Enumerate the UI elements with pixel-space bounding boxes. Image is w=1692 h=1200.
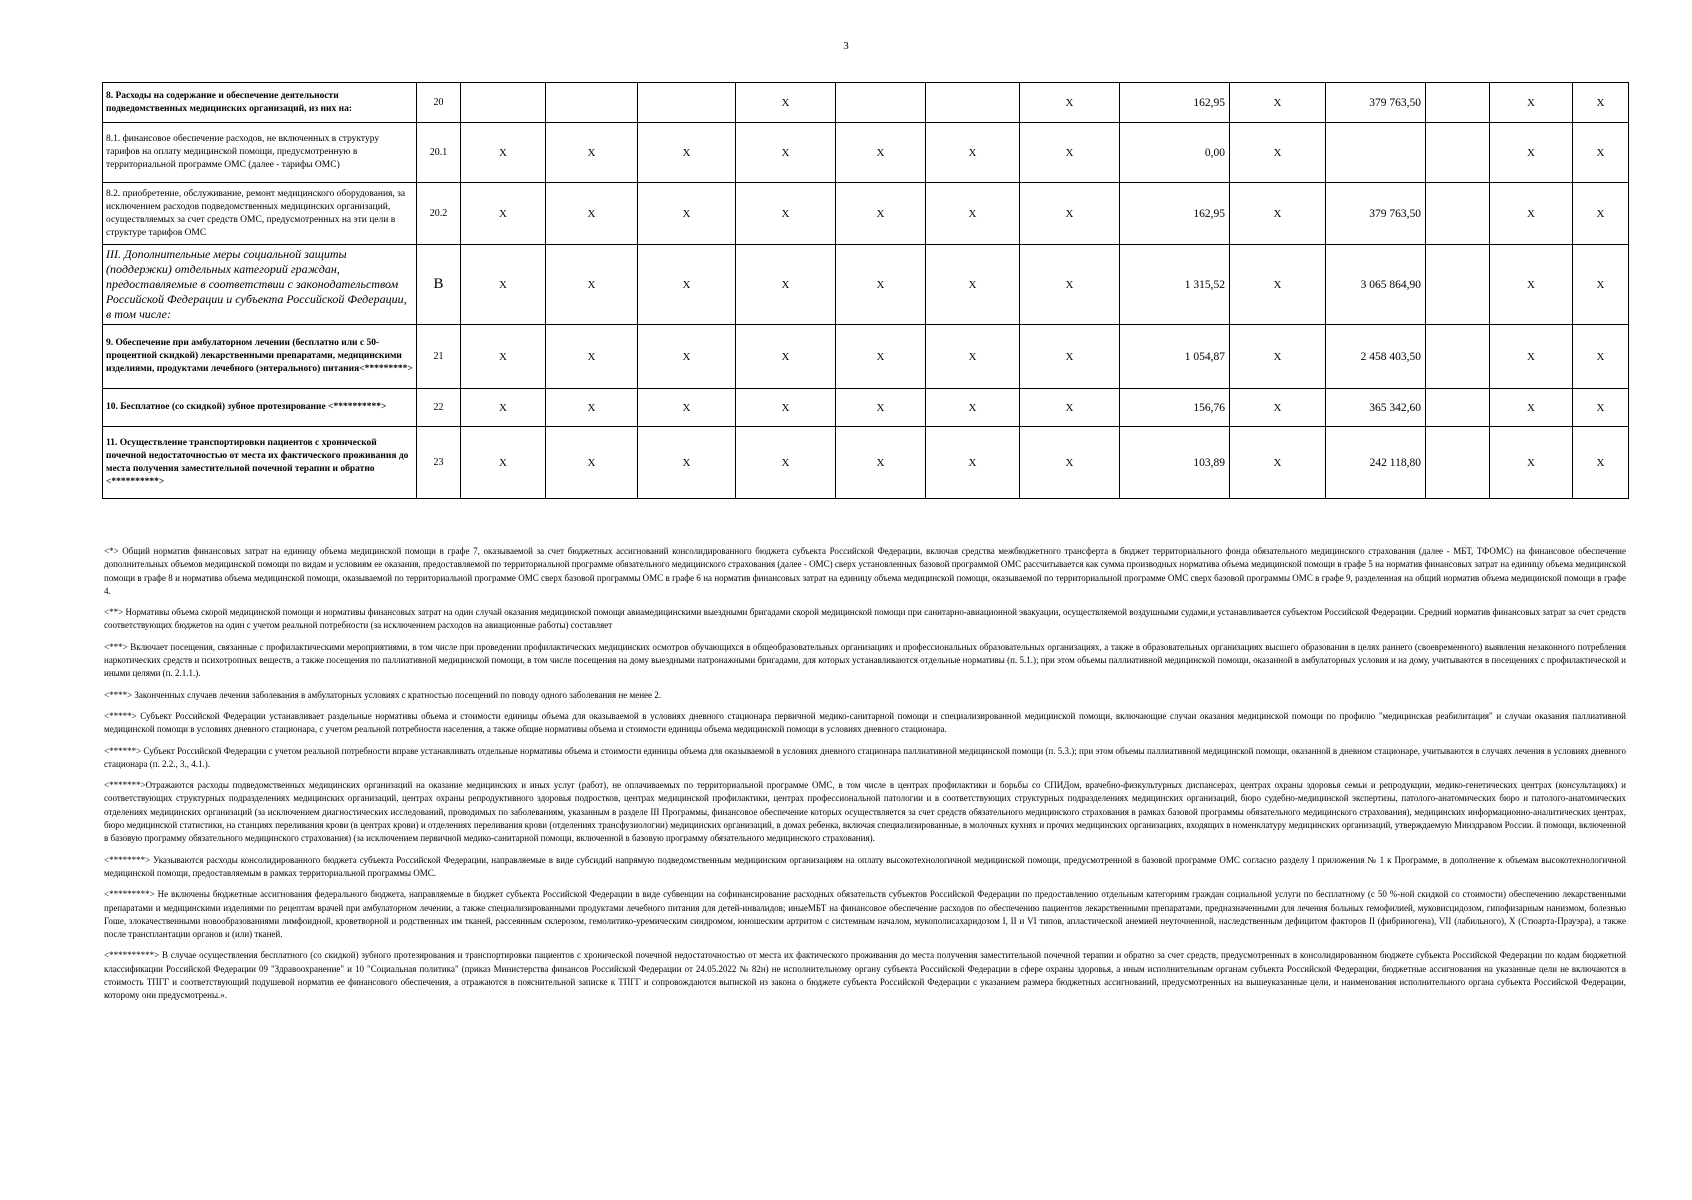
table-cell: X: [1020, 389, 1120, 427]
table-cell: X: [1230, 325, 1326, 389]
table-cell: [1426, 245, 1490, 325]
table-body: [103, 83, 1629, 499]
table-cell: X: [736, 123, 836, 183]
table-cell: X: [1490, 183, 1573, 245]
table-row: [103, 83, 1629, 123]
table-row: [103, 325, 1629, 389]
table-cell: X: [926, 183, 1020, 245]
table-cell: X: [1573, 245, 1629, 325]
value-cell: 156,76: [1120, 389, 1230, 427]
table-cell: [546, 83, 638, 123]
table-cell: X: [461, 183, 546, 245]
table-cell: X: [1230, 123, 1326, 183]
value-cell: 1 054,87: [1120, 325, 1230, 389]
row-code-cell: 20: [417, 83, 461, 123]
table-cell: X: [638, 389, 736, 427]
table-cell: X: [736, 83, 836, 123]
page-number: 3: [843, 40, 849, 52]
row-name-cell: 9. Обеспечение при амбулаторном лечении (бесплатно или с 50-процентной скидкой) лекарственными препаратами, медицинскими изделиями, продуктами лечебного (энтерального) питания<*********>: [103, 325, 417, 389]
table-cell: X: [736, 325, 836, 389]
table-cell: X: [638, 325, 736, 389]
row-name-cell: 10. Бесплатное (со скидкой) зубное протезирование <**********>: [103, 389, 417, 427]
table-cell: [836, 83, 926, 123]
value-cell: 3 065 864,90: [1326, 245, 1426, 325]
row-name-cell: 8. Расходы на содержание и обеспечение деятельности подведомственных медицинских организаций, из них на:: [103, 83, 417, 123]
value-cell: 1 315,52: [1120, 245, 1230, 325]
table-cell: X: [1230, 183, 1326, 245]
table-cell: X: [926, 123, 1020, 183]
footnote: <******> Субъект Российской Федерации с учетом реальной потребности вправе устанавливать отдельные нормативы объема и стоимости единицы объема для оказываемой в условиях дневного стационара паллиативной медицинской помощи (п. 5.3.); при этом объемы паллиативной медицинской помощи, оказанной в дневном стационаре, учитываются в случаях лечения в условиях дневного стационара (п. 2.2., 3., 4.1.).: [104, 745, 1626, 769]
value-cell: 242 118,80: [1326, 427, 1426, 499]
value-cell: 365 342,60: [1326, 389, 1426, 427]
table-cell: X: [461, 123, 546, 183]
table-cell: X: [1020, 123, 1120, 183]
footnote: <*******>Отражаются расходы подведомственных медицинских организаций на оказание медицинских и иных услуг (работ), не оплачиваемых по территориальной программе ОМС, в том числе в центрах профилактики и борьбы со СПИДом, врачебно-физкультурных диспансерах, центрах охраны здоровья семьи и репродукции, медико-генетических центрах (консультациях) и соответствующих структурных подразделениях медицинских организаций, центрах охраны репродуктивного здоровья подростков, центрах медицинской профилактики, центрах профессиональной патологии и в соответствующих структурных подразделениях медицинских организаций, бюро судебно-медицинской экспертизы, патолого-анатомических бюро и патолого-анатомических отделениях медицинских организаций (за исключением диагностических исследований, проводимых по заболеваниям, указанным в разделе III Программы, финансовое обеспечение которых осуществляется за счет средств обязательного медицинского страхования в рамках базовой программы обязательного медицинского страхования), медицинских информационно-аналитических центрах, бюро медицинской статистики, на станциях переливания крови (в центрах крови) и отделениях переливания крови (отделениях трансфузиологии) медицинских организаций, в домах ребенка, включая специализированные, в молочных кухнях и прочих медицинских организациях, входящих в номенклатуру медицинских организаций, утверждаемую Минздравом России. й помощи, включенной в базовую программу обязательного медицинского страхования) (за исключением первичной медико-санитарной помощи, включенной в базовую программу обязательного медицинского страхования).: [104, 780, 1626, 844]
row-code-cell: 21: [417, 325, 461, 389]
table-row: [103, 245, 1629, 325]
table-cell: [1426, 183, 1490, 245]
value-cell: 162,95: [1120, 183, 1230, 245]
table-cell: X: [1020, 427, 1120, 499]
table-cell: X: [1490, 389, 1573, 427]
table-cell: X: [836, 325, 926, 389]
row-code-cell: 20.2: [417, 183, 461, 245]
table-cell: [1426, 83, 1490, 123]
table-cell: X: [546, 245, 638, 325]
footnote: <*********> Не включены бюджетные ассигнования федерального бюджета, направляемые в бюджет субъекта Российской Федерации в виде субвенции на софинансирование расходных обязательств субъектов Российской Федерации по предоставлению отдельным категориям граждан социальной услуги по бесплатному (с 50 %-ной скидкой со стоимости) обеспечению лекарственными препаратами и медицинскими изделиями по рецептам врачей при амбулаторном лечении, а также специализированными продуктами лечебного питания для детей-инвалидов; иныеМБТ на финансовое обеспечение расходов по обеспечению пациентов лекарственными препаратами, предназначенными для лечения больных гемофилией, муковисцидозом, гипофизарным нанизмом, болезнью Гоше, злокачественными новообразованиями лимфоидной, кроветворной и родственных им тканей, рассеянным склерозом, гемолитико-уремическим синдромом, юношеским артритом с системным началом, мукополисахаридозом I, II и VI типов, апластической анемией неуточненной, наследственным дефицитом факторов II (фибриногена), VII (лабильного), X (Стюарта-Прауэра), а также после трансплантации органов и (или) тканей.: [104, 889, 1626, 940]
table-cell: X: [638, 427, 736, 499]
table-cell: X: [1230, 245, 1326, 325]
table-cell: X: [1020, 245, 1120, 325]
table-cell: X: [1020, 183, 1120, 245]
footnote: <***> Включает посещения, связанные с профилактическими мероприятиями, в том числе при проведении профилактических медицинских осмотров обучающихся в общеобразовательных организациях и профессиональных образовательных организациях, а также в образовательных организациях высшего образования в целях раннего (своевременного) выявления незаконного потребления наркотических средств и психотропных веществ, а также посещения по паллиативной медицинской помощи, в том числе посещения на дому выездными патронажными бригадами, для которых устанавливаются отдельные нормативы (п. 5.1.); при этом объемы паллиативной медицинской помощи, оказанной в амбулаторных условия и на дому, учитываются в посещениях с профилактической и иными целями (п. 2.1.1.).: [104, 641, 1626, 679]
value-cell: 103,89: [1120, 427, 1230, 499]
table-cell: X: [1490, 245, 1573, 325]
table-cell: X: [461, 245, 546, 325]
table-cell: X: [546, 123, 638, 183]
table-cell: X: [638, 123, 736, 183]
table-cell: [461, 83, 546, 123]
table-cell: X: [926, 389, 1020, 427]
table-cell: X: [546, 325, 638, 389]
table-cell: X: [546, 389, 638, 427]
table-cell: X: [736, 245, 836, 325]
value-cell: 162,95: [1120, 83, 1230, 123]
table-cell: [1426, 427, 1490, 499]
value-cell: 0,00: [1120, 123, 1230, 183]
table-row: [103, 183, 1629, 245]
table-cell: X: [461, 427, 546, 499]
table-cell: X: [1573, 123, 1629, 183]
table-cell: X: [1573, 83, 1629, 123]
table-cell: X: [638, 245, 736, 325]
table-cell: X: [836, 427, 926, 499]
table-cell: X: [546, 427, 638, 499]
table-cell: X: [926, 427, 1020, 499]
value-cell: 379 763,50: [1326, 183, 1426, 245]
footnote: <**********> В случае осуществления бесплатного (со скидкой) зубного протезирования и транспортировки пациентов с хронической почечной недостаточностью от места их фактического проживания до места получения заместительной почечной терапии и обратно за счет средств, предусмотренных в консолидированном бюджете субъекта Российской Федерации по кодам бюджетной классификации Российской Федерации 09 "Здравоохранение" и 10 "Социальная политика" (приказ Министерства финансов Российской Федерации от 24.05.2022 № 82н) не исполнительному органу субъекта Российской Федерации в сфере охраны здоровья, а иным исполнительным органам субъекта Российской Федерации, бюджетные ассигнования на указанные цели не включаются в стоимость ТПГГ и соответствующий подушевой норматив ее финансового обеспечения, а отражаются в пояснительной записке к ТПГГ и сопровождаются выпиской из закона о бюджете субъекта Российской Федерации с указанием размера бюджетных ассигнований, предусмотренных на вышеуказанные цели, и наименования исполнительного органа субъекта Российской Федерации, которому они предусмотрены.».: [104, 950, 1626, 1001]
table-cell: X: [1490, 83, 1573, 123]
table-cell: X: [1573, 427, 1629, 499]
table-cell: X: [1230, 427, 1326, 499]
table-cell: X: [1573, 389, 1629, 427]
value-cell: 379 763,50: [1326, 83, 1426, 123]
table-cell: X: [926, 245, 1020, 325]
value-cell: 2 458 403,50: [1326, 325, 1426, 389]
table-cell: X: [836, 389, 926, 427]
table-cell: [1426, 123, 1490, 183]
table-cell: X: [461, 325, 546, 389]
row-name-cell: III. Дополнительные меры социальной защиты (поддержки) отдельных категорий граждан, предоставляемые в соответствии с законодательством Российской Федерации и субъекта Российской Федерации, в том числе:: [103, 245, 417, 325]
footnote: <****> Законченных случаев лечения заболевания в амбулаторных условиях с кратностью посещений по поводу одного заболевания не менее 2.: [104, 689, 662, 700]
table-cell: X: [1490, 427, 1573, 499]
table-cell: X: [546, 183, 638, 245]
row-code-cell: 23: [417, 427, 461, 499]
value-cell: [1326, 123, 1426, 183]
table-cell: X: [1573, 183, 1629, 245]
table-cell: X: [736, 389, 836, 427]
footnote: <*****> Субъект Российской Федерации устанавливает раздельные нормативы объема и стоимости единицы объема для оказываемой в условиях дневного стационара первичной медико-санитарной помощи и специализированной медицинской помощи, включающие случаи оказания медицинской помощи по профилю "медицинская реабилитация" и случаи оказания паллиативной медицинской помощи в условиях дневного стационара, с учетом реальной потребности населения, а также общие нормативы объема и стоимости единицы объема медицинской помощи в условиях дневного стационара.: [104, 710, 1626, 735]
footnote: <********> Указываются расходы консолидированного бюджета субъекта Российской Федерации, направляемые в виде субсидий напрямую подведомственным медицинским организациям на оплату высокотехнологичной медицинской помощи, предусмотренной в базовой программе ОМС согласно разделу I приложения № 1 к Программе, в дополнение к объемам высокотехнологичной медицинской помощи, предоставляемым в рамках территориальной программы ОМС.: [104, 854, 1626, 878]
table-cell: X: [1020, 325, 1120, 389]
footnote: <*> Общий норматив финансовых затрат на единицу объема медицинской помощи в графе 7, оказываемой за счет бюджетных ассигнований консолидированного бюджета субъекта Российской Федерации, включая средства межбюджетного трансферта в бюджет территориального фонда обязательного медицинского страхования (далее - МБТ, ТФОМС) на финансовое обеспечение дополнительных объемов медицинской помощи по видам и условиям ее оказания, предоставляемой по территориальной программе обязательного медицинского страхования (далее - ОМС) сверх установленных базовой программой ОМС рассчитывается как сумма производных норматива объема медицинской помощи в графе 5 на норматив финансовых затрат на единицу объема медицинской помощи в графе 8 и норматива объема медицинской помощи, оказываемой по территориальной программе ОМС сверх базовой программы ОМС в графе 6 на норматив финансовых затрат на единицу объема медицинской помощи, оказываемой по территориальной программе ОМС сверх базовой программы ОМС в графе 9, разделенная на общий норматив объема медицинской помощи в графе 4.: [104, 546, 1626, 596]
table-row: [103, 427, 1629, 499]
row-code-cell: В: [417, 245, 461, 325]
table-cell: X: [1490, 123, 1573, 183]
table-cell: X: [836, 123, 926, 183]
table-cell: X: [836, 245, 926, 325]
table-cell: X: [461, 389, 546, 427]
row-name-cell: 11. Осуществление транспортировки пациентов с хронической почечной недостаточностью от места их фактического проживания до места получения заместительной почечной терапии и обратно <**********>: [103, 427, 417, 499]
table-row: [103, 389, 1629, 427]
table-cell: X: [736, 183, 836, 245]
table-cell: [926, 83, 1020, 123]
row-code-cell: 22: [417, 389, 461, 427]
table-cell: X: [1573, 325, 1629, 389]
table-cell: [1426, 325, 1490, 389]
financing-table: [102, 82, 1629, 499]
table-cell: [1426, 389, 1490, 427]
table-cell: X: [1490, 325, 1573, 389]
table-cell: X: [638, 183, 736, 245]
table-cell: X: [1020, 83, 1120, 123]
table-row: [103, 123, 1629, 183]
row-name-cell: 8.2. приобретение, обслуживание, ремонт медицинского оборудования, за исключением расходов подведомственных медицинских организаций, осуществляемых за счет средств ОМС, предусмотренных на эти цели в структуре тарифов ОМС: [103, 183, 417, 245]
table-cell: [638, 83, 736, 123]
footnote: <**> Нормативы объема скорой медицинской помощи и нормативы финансовых затрат на один случай оказания медицинской помощи авиамедицинскими выездными бригадами скорой медицинской помощи при санитарно-авиационной эвакуации, осуществляемой воздушными судами,и устанавливается субъектом Российской Федерации. Средний норматив финансовых затрат за счет средств соответствующих бюджетов на один с учетом реальной потребности (за исключением расходов на авиационные работы) составляет: [104, 607, 1626, 631]
row-name-cell: 8.1. финансовое обеспечение расходов, не включенных в структуру тарифов на оплату медицинской помощи, предусмотренную в территориальной программе ОМС (далее - тарифы ОМС): [103, 123, 417, 183]
table-cell: X: [1230, 389, 1326, 427]
table-cell: X: [926, 325, 1020, 389]
table-cell: X: [1230, 83, 1326, 123]
table-cell: X: [836, 183, 926, 245]
row-code-cell: 20.1: [417, 123, 461, 183]
footnotes: [104, 545, 1626, 1011]
table-cell: X: [736, 427, 836, 499]
